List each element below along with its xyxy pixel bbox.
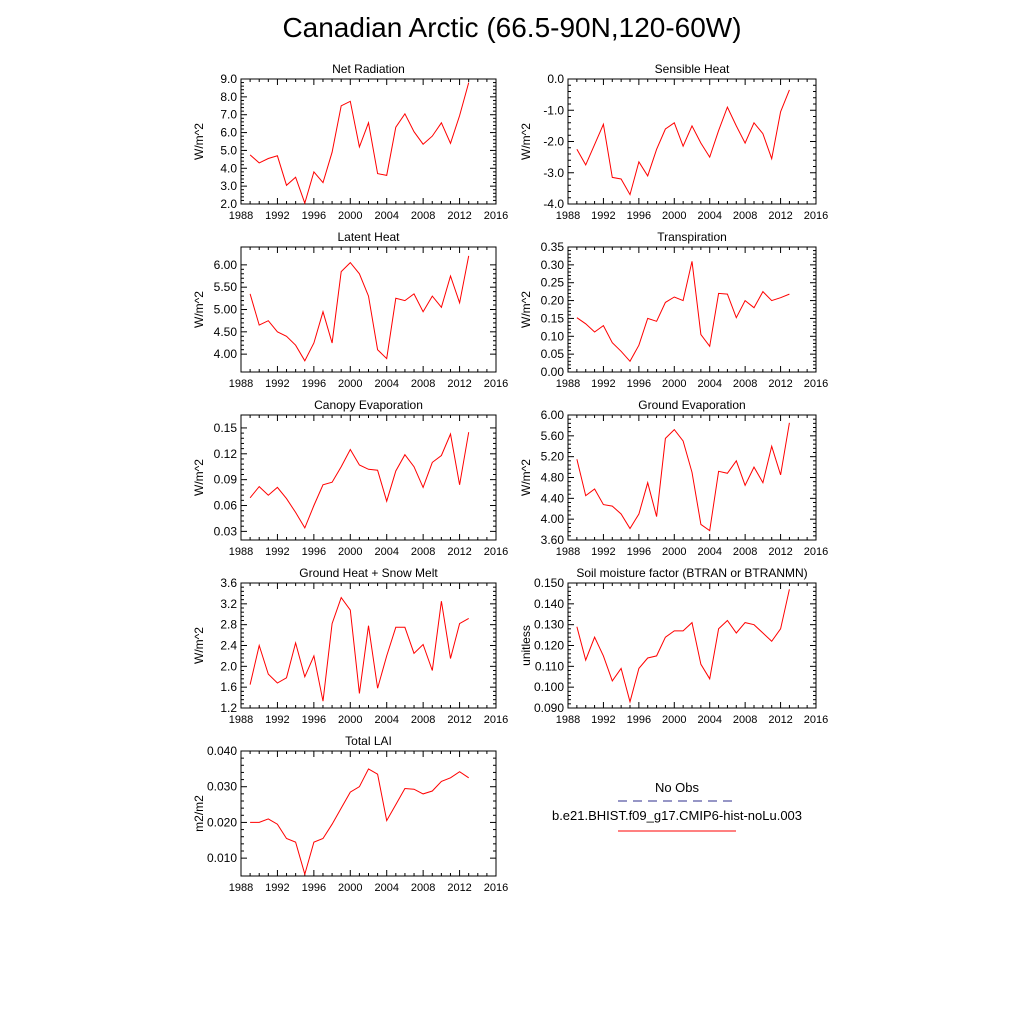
- x-tick-label: 1988: [228, 210, 254, 222]
- y-tick-label: 0.00: [540, 365, 564, 379]
- plot-frame: [241, 79, 496, 204]
- panel-title: Soil moisture factor (BTRAN or BTRANMN): [576, 566, 808, 580]
- x-tick-label: 2008: [732, 210, 758, 222]
- x-tick-label: 2008: [732, 546, 758, 558]
- legend-obs-label: No Obs: [654, 780, 700, 795]
- y-tick-label: 0.0: [547, 72, 564, 86]
- y-tick-label: 1.6: [220, 680, 237, 695]
- chart-panel: [519, 566, 828, 726]
- y-tick-label: -3.0: [543, 165, 564, 180]
- y-axis-label: W/m^2: [192, 123, 206, 160]
- y-tick-label: 0.05: [540, 347, 564, 362]
- chart-panel: [192, 230, 508, 390]
- x-tick-label: 2008: [732, 714, 758, 726]
- panel-title: Canopy Evaporation: [314, 398, 423, 412]
- y-tick-label: 0.120: [533, 638, 564, 653]
- x-tick-label: 2004: [697, 210, 722, 222]
- plot-frame: [241, 583, 496, 708]
- plot-frame: [568, 79, 816, 204]
- x-tick-label: 1988: [555, 714, 581, 726]
- y-tick-label: 0.06: [213, 498, 237, 513]
- x-tick-label: 2012: [768, 210, 793, 222]
- y-tick-label: 0.100: [533, 680, 564, 695]
- x-tick-label: 2000: [662, 378, 687, 390]
- y-tick-label: 0.150: [533, 576, 564, 590]
- y-tick-label: 0.09: [213, 472, 237, 487]
- y-tick-label: 6.00: [540, 408, 564, 422]
- y-tick-label: 0.090: [533, 701, 564, 715]
- series-line: [577, 589, 790, 702]
- y-tick-label: 0.30: [540, 257, 564, 272]
- x-tick-label: 2016: [483, 210, 509, 222]
- y-tick-label: 2.4: [220, 638, 237, 653]
- y-tick-label: 8.0: [220, 89, 237, 104]
- x-tick-label: 1996: [626, 546, 652, 558]
- y-tick-label: 4.0: [220, 161, 237, 176]
- x-tick-label: 2000: [338, 210, 363, 222]
- chart-panel: [192, 734, 508, 894]
- y-tick-label: 0.130: [533, 617, 564, 632]
- y-axis-label: W/m^2: [519, 123, 533, 160]
- x-tick-label: 1988: [555, 546, 581, 558]
- y-tick-label: 0.25: [540, 275, 564, 290]
- y-tick-label: 0.140: [533, 596, 564, 611]
- legend: [552, 780, 802, 831]
- x-tick-label: 2016: [803, 546, 829, 558]
- x-tick-label: 1996: [626, 210, 652, 222]
- y-tick-label: 0.15: [213, 420, 237, 435]
- x-tick-label: 1992: [265, 210, 290, 222]
- x-tick-label: 1996: [626, 714, 652, 726]
- y-tick-label: 3.60: [540, 533, 564, 547]
- x-tick-label: 2016: [483, 714, 509, 726]
- y-tick-label: 6.00: [213, 257, 237, 272]
- x-tick-label: 2008: [410, 714, 436, 726]
- y-tick-label: -4.0: [543, 197, 564, 211]
- x-tick-label: 2008: [410, 210, 436, 222]
- y-axis-label: unitless: [519, 625, 533, 666]
- plot-frame: [568, 583, 816, 708]
- y-tick-label: 6.0: [220, 125, 237, 140]
- y-tick-label: 4.40: [540, 491, 564, 506]
- chart-panel: [519, 398, 828, 558]
- x-tick-label: 2016: [483, 546, 509, 558]
- y-tick-label: 0.030: [206, 779, 237, 794]
- x-tick-label: 2016: [803, 378, 829, 390]
- x-tick-label: 2008: [410, 882, 436, 894]
- y-axis-label: W/m^2: [519, 291, 533, 328]
- x-tick-label: 1992: [265, 378, 290, 390]
- x-tick-label: 2012: [447, 210, 472, 222]
- x-tick-label: 1988: [228, 714, 254, 726]
- x-tick-label: 1988: [228, 378, 254, 390]
- series-line: [250, 256, 469, 361]
- y-tick-label: 0.03: [213, 524, 237, 539]
- x-tick-label: 1996: [301, 882, 327, 894]
- plot-frame: [568, 247, 816, 372]
- x-tick-label: 2008: [410, 378, 436, 390]
- x-tick-label: 2004: [374, 210, 399, 222]
- y-tick-label: 4.00: [213, 347, 237, 362]
- x-tick-label: 2004: [374, 546, 399, 558]
- x-tick-label: 2012: [447, 378, 472, 390]
- x-tick-label: 2004: [374, 882, 399, 894]
- y-tick-label: 1.2: [220, 701, 237, 715]
- x-tick-label: 2000: [338, 378, 363, 390]
- x-tick-label: 2004: [374, 378, 399, 390]
- plot-frame: [241, 415, 496, 540]
- y-tick-label: 5.50: [213, 280, 237, 295]
- y-tick-label: 3.0: [220, 179, 237, 194]
- chart-panel: [192, 62, 508, 222]
- series-line: [577, 261, 790, 361]
- y-axis-label: m2/m2: [192, 795, 206, 832]
- x-tick-label: 2000: [662, 210, 687, 222]
- x-tick-label: 2000: [338, 546, 363, 558]
- x-tick-label: 1996: [301, 210, 327, 222]
- chart-panel: [519, 62, 828, 222]
- x-tick-label: 2012: [447, 546, 472, 558]
- chart-panel: [192, 566, 508, 726]
- x-tick-label: 1992: [265, 882, 290, 894]
- x-tick-label: 1988: [555, 210, 581, 222]
- y-axis-label: W/m^2: [192, 627, 206, 664]
- y-tick-label: 0.20: [540, 293, 564, 308]
- y-tick-label: 7.0: [220, 107, 237, 122]
- y-axis-label: W/m^2: [519, 459, 533, 496]
- y-tick-label: 2.0: [220, 197, 237, 211]
- x-tick-label: 2000: [338, 714, 363, 726]
- x-tick-label: 2008: [732, 378, 758, 390]
- x-tick-label: 2016: [483, 378, 509, 390]
- x-tick-label: 2004: [697, 546, 722, 558]
- panel-title: Ground Evaporation: [638, 398, 746, 412]
- panel-title: Total LAI: [345, 734, 392, 748]
- x-tick-label: 2016: [483, 882, 509, 894]
- y-tick-label: 0.010: [206, 851, 237, 866]
- y-tick-label: 0.020: [206, 815, 237, 830]
- x-tick-label: 2008: [410, 546, 436, 558]
- chart-panel: [192, 398, 508, 558]
- x-tick-label: 2004: [374, 714, 399, 726]
- x-tick-label: 2016: [803, 714, 829, 726]
- y-tick-label: 2.0: [220, 659, 237, 674]
- y-tick-label: 5.00: [213, 302, 237, 317]
- x-tick-label: 1988: [555, 378, 581, 390]
- x-tick-label: 2012: [447, 714, 472, 726]
- series-line: [250, 769, 469, 874]
- y-tick-label: 5.20: [540, 449, 564, 464]
- x-tick-label: 2000: [662, 546, 687, 558]
- y-tick-label: 5.60: [540, 428, 564, 443]
- panel-title: Transpiration: [657, 230, 727, 244]
- x-tick-label: 2012: [768, 714, 793, 726]
- chart-panel: [519, 230, 828, 390]
- x-tick-label: 1996: [301, 378, 327, 390]
- y-tick-label: 0.110: [534, 659, 564, 674]
- x-tick-label: 2004: [697, 714, 722, 726]
- x-tick-label: 1996: [626, 378, 652, 390]
- x-tick-label: 1992: [265, 546, 290, 558]
- series-line: [250, 598, 469, 702]
- y-tick-label: 4.00: [540, 512, 564, 527]
- panel-title: Sensible Heat: [654, 62, 730, 76]
- panel-title: Latent Heat: [337, 230, 400, 244]
- y-tick-label: 4.50: [213, 324, 237, 339]
- y-tick-label: -1.0: [543, 103, 564, 118]
- legend-model-label: b.e21.BHIST.f09_g17.CMIP6-hist-noLu.003: [551, 808, 803, 823]
- panel-title: Ground Heat + Snow Melt: [299, 566, 438, 580]
- x-tick-label: 1992: [591, 210, 616, 222]
- x-tick-label: 2000: [662, 714, 687, 726]
- y-tick-label: 0.12: [213, 446, 237, 461]
- x-tick-label: 1996: [301, 546, 327, 558]
- series-line: [250, 83, 469, 204]
- y-tick-label: 9.0: [220, 72, 237, 86]
- x-tick-label: 1988: [228, 546, 254, 558]
- y-tick-label: 0.15: [540, 311, 564, 326]
- x-tick-label: 1988: [228, 882, 254, 894]
- page-title: Canadian Arctic (66.5-90N,120-60W): [282, 12, 742, 43]
- x-tick-label: 2012: [768, 378, 793, 390]
- y-tick-label: 3.2: [220, 596, 237, 611]
- plot-frame: [241, 247, 496, 372]
- x-tick-label: 2000: [338, 882, 363, 894]
- x-tick-label: 2004: [697, 378, 722, 390]
- y-tick-label: 2.8: [220, 617, 237, 632]
- y-tick-label: -2.0: [543, 134, 564, 149]
- x-tick-label: 2012: [447, 882, 472, 894]
- y-tick-label: 0.10: [540, 329, 564, 344]
- y-tick-label: 5.0: [220, 143, 237, 158]
- y-axis-label: W/m^2: [192, 459, 206, 496]
- panel-title: Net Radiation: [332, 62, 405, 76]
- y-tick-label: 0.35: [540, 240, 564, 254]
- x-tick-label: 1992: [591, 714, 616, 726]
- x-tick-label: 1992: [591, 546, 616, 558]
- y-tick-label: 0.040: [206, 744, 237, 758]
- series-line: [250, 432, 469, 528]
- x-tick-label: 1992: [591, 378, 616, 390]
- x-tick-label: 1996: [301, 714, 327, 726]
- plot-frame: [568, 415, 816, 540]
- y-tick-label: 4.80: [540, 470, 564, 485]
- y-axis-label: W/m^2: [192, 291, 206, 328]
- series-line: [577, 423, 790, 531]
- series-line: [577, 90, 790, 195]
- y-tick-label: 3.6: [220, 576, 237, 590]
- x-tick-label: 2012: [768, 546, 793, 558]
- x-tick-label: 1992: [265, 714, 290, 726]
- x-tick-label: 2016: [803, 210, 829, 222]
